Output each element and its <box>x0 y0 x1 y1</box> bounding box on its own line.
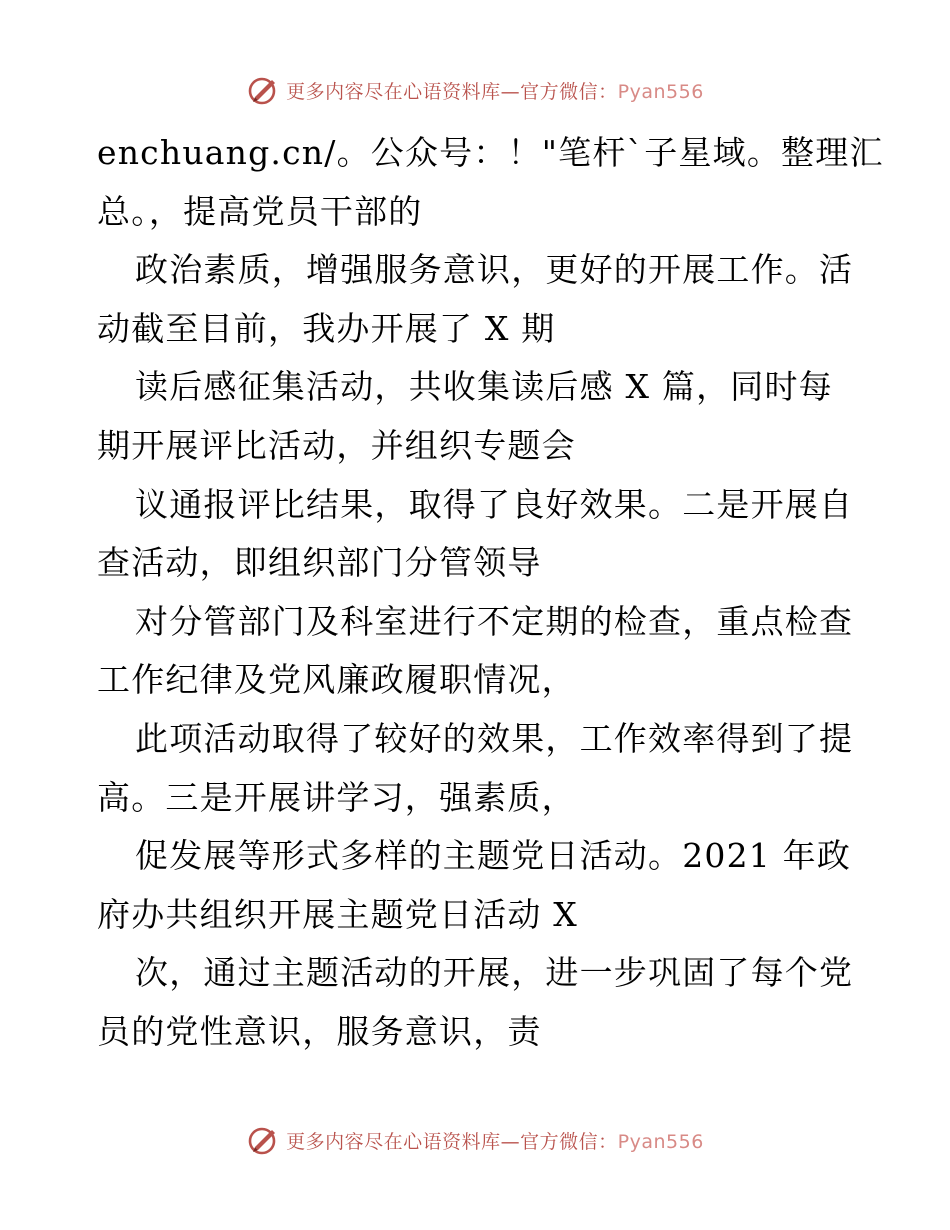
body-line: 工作纪律及党风廉政履职情况， <box>97 660 576 700</box>
banner-text <box>286 77 704 104</box>
body-line: 府办共组织开展主题党日活动 X <box>97 894 578 934</box>
body-line: 总。，提高党员干部的 <box>97 191 423 231</box>
body-line: 期开展评比活动，并组织专题会 <box>97 425 576 465</box>
header-banner <box>0 70 950 110</box>
banner-label: 更多内容尽在心语资料库—官方微信： <box>286 80 618 103</box>
banner-label: 更多内容尽在心语资料库—官方微信： <box>286 1130 618 1153</box>
body-line: 次，通过主题活动的开展，进一步巩固了每个党 <box>135 953 854 993</box>
body-line: 员的党性意识，服务意识，责 <box>97 1011 542 1051</box>
body-line: 促发展等形式多样的主题党日活动。2021 年政 <box>135 836 852 876</box>
document-body <box>97 124 884 1062</box>
body-line: 政治素质，增强服务意识，更好的开展工作。活 <box>135 250 854 290</box>
body-line: enchuang.cn/。公众号：！"笔杆`子星域。整理汇 <box>97 133 884 172</box>
wechat-id: Pyan556 <box>617 1130 704 1153</box>
wechat-id: Pyan556 <box>617 80 704 103</box>
pen-logo-icon <box>246 73 280 107</box>
banner-text <box>286 1127 704 1154</box>
footer-banner <box>0 1120 950 1160</box>
body-line: 查活动，即组织部门分管领导 <box>97 543 542 583</box>
body-line: 议通报评比结果，取得了良好效果。二是开展自 <box>135 484 854 524</box>
body-line: 动截至目前，我办开展了 X 期 <box>97 308 556 348</box>
body-line: 高。三是开展讲学习，强素质， <box>97 777 576 817</box>
body-line: 此项活动取得了较好的效果，工作效率得到了提 <box>135 718 854 758</box>
body-line: 对分管部门及科室进行不定期的检查，重点检查 <box>135 601 854 641</box>
body-line: 读后感征集活动，共收集读后感 X 篇，同时每 <box>135 367 833 407</box>
pen-logo-icon <box>246 1123 280 1157</box>
